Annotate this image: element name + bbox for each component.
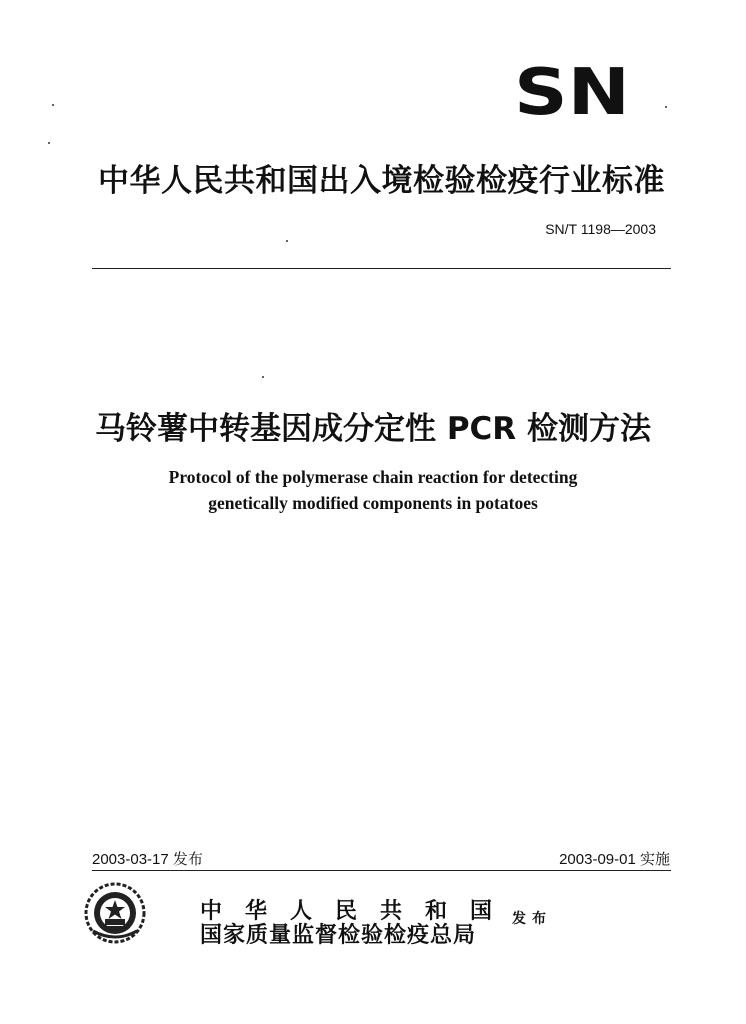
scan-speck xyxy=(286,240,288,242)
scan-speck xyxy=(48,142,50,144)
scan-speck xyxy=(52,104,54,106)
scan-speck xyxy=(665,106,667,108)
issuer-country: 中华人民共和国 xyxy=(200,898,516,924)
logo-text: SN xyxy=(514,62,630,118)
english-title-line-2: genetically modified components in potatoes xyxy=(208,493,538,513)
english-title-line-1: Protocol of the polymerase chain reaction for detecting xyxy=(168,467,578,487)
issuer-agency: 国家质量监督检验检疫总局 xyxy=(200,922,477,948)
issue-date: 2003-03-17 发布 xyxy=(92,851,203,868)
publish-label: 发布 xyxy=(512,911,552,927)
national-emblem-icon xyxy=(83,881,147,945)
implementation-date: 2003-09-01 实施 xyxy=(559,851,670,868)
bottom-divider xyxy=(92,870,671,871)
top-divider xyxy=(92,268,671,269)
industry-standard-title: 中华人民共和国出入境检验检疫行业标准 xyxy=(98,163,665,199)
chinese-title: 马铃薯中转基因成分定性 PCR 检测方法 xyxy=(95,411,651,447)
scan-speck xyxy=(262,376,264,378)
standard-number: SN/T 1198—2003 xyxy=(545,221,656,237)
sn-logo xyxy=(513,62,631,118)
